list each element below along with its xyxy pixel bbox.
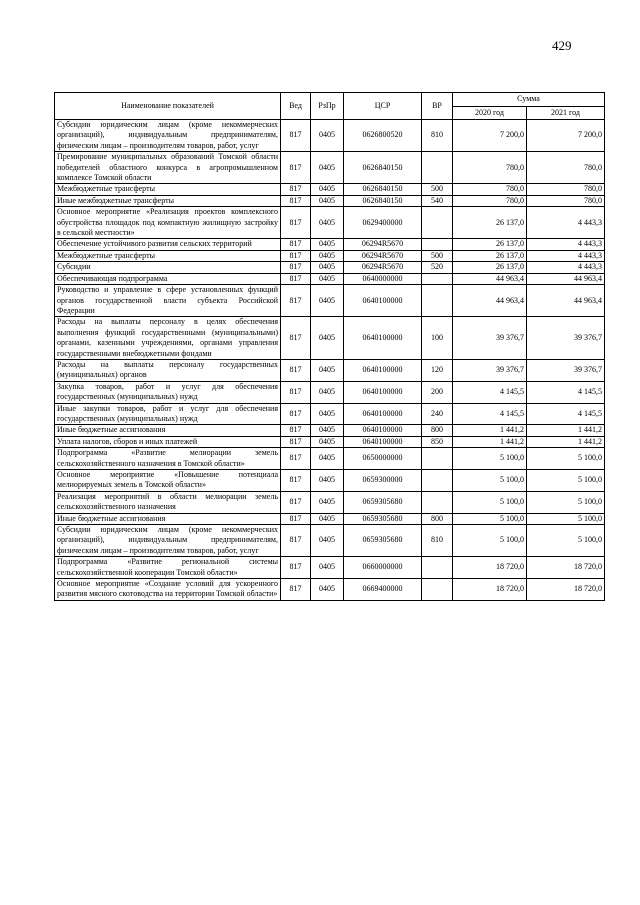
row-sum-2021: 4 443,3 (527, 250, 605, 261)
row-csr: 0629400000 (344, 207, 422, 239)
table-row (55, 207, 605, 239)
row-vr: 240 (422, 403, 453, 425)
row-rzpr: 0405 (311, 262, 344, 273)
header-name: Наименование показателей (55, 93, 281, 120)
row-name: Иные бюджетные ассигнования (55, 513, 281, 524)
row-name: Закупка товаров, работ и услуг для обеспечения государственных (муниципальных) нужд (55, 381, 281, 403)
row-name: Обеспечивающая подпрограмма (55, 273, 281, 284)
row-sum-2021: 5 100,0 (527, 491, 605, 513)
row-vr (422, 491, 453, 513)
row-sum-2020: 18 720,0 (453, 557, 527, 579)
row-csr: 0640100000 (344, 425, 422, 436)
row-rzpr: 0405 (311, 381, 344, 403)
row-rzpr: 0405 (311, 120, 344, 152)
row-csr: 0669400000 (344, 579, 422, 601)
row-rzpr: 0405 (311, 470, 344, 492)
row-vr (422, 239, 453, 250)
row-csr: 0626840150 (344, 152, 422, 184)
row-ved: 817 (281, 120, 311, 152)
row-rzpr: 0405 (311, 250, 344, 261)
row-rzpr: 0405 (311, 184, 344, 195)
row-vr: 120 (422, 359, 453, 381)
table-row (55, 513, 605, 524)
row-sum-2021: 5 100,0 (527, 448, 605, 470)
row-name: Основное мероприятие «Создание условий для ускоренного развития мясного скотоводства на территории Томской области» (55, 579, 281, 601)
row-sum-2020: 780,0 (453, 195, 527, 206)
budget-table (54, 92, 605, 601)
row-csr: 0626840150 (344, 184, 422, 195)
row-rzpr: 0405 (311, 425, 344, 436)
row-sum-2021: 4 145,5 (527, 381, 605, 403)
row-ved: 817 (281, 152, 311, 184)
row-csr: 06294R5670 (344, 250, 422, 261)
row-sum-2020: 5 100,0 (453, 448, 527, 470)
row-name: Подпрограмма «Развитие региональной системы сельскохозяйственной кооперации Томской области» (55, 557, 281, 579)
header-csr: ЦСР (344, 93, 422, 120)
table-row (55, 184, 605, 195)
table-row (55, 381, 605, 403)
row-sum-2021: 5 100,0 (527, 513, 605, 524)
row-ved: 817 (281, 491, 311, 513)
row-ved: 817 (281, 239, 311, 250)
row-sum-2020: 26 137,0 (453, 239, 527, 250)
row-csr: 0659305680 (344, 525, 422, 557)
table-row (55, 317, 605, 360)
row-sum-2020: 7 200,0 (453, 120, 527, 152)
row-csr: 0640100000 (344, 403, 422, 425)
table-row (55, 359, 605, 381)
row-sum-2021: 18 720,0 (527, 579, 605, 601)
row-rzpr: 0405 (311, 491, 344, 513)
row-csr: 0659305680 (344, 491, 422, 513)
row-vr: 850 (422, 436, 453, 447)
row-rzpr: 0405 (311, 273, 344, 284)
table-row (55, 579, 605, 601)
row-ved: 817 (281, 557, 311, 579)
row-vr (422, 448, 453, 470)
row-sum-2021: 5 100,0 (527, 525, 605, 557)
row-sum-2020: 26 137,0 (453, 262, 527, 273)
row-sum-2021: 44 963,4 (527, 273, 605, 284)
row-vr: 500 (422, 250, 453, 261)
row-sum-2020: 5 100,0 (453, 491, 527, 513)
row-ved: 817 (281, 184, 311, 195)
row-name: Субсидии юридическим лицам (кроме некоммерческих организаций), индивидуальным предпринимателям, физическим лицам – производителям товаров, работ, услуг (55, 120, 281, 152)
table-row (55, 250, 605, 261)
row-sum-2020: 780,0 (453, 152, 527, 184)
row-name: Иные закупки товаров, работ и услуг для обеспечения государственных (муниципальных) нужд (55, 403, 281, 425)
row-ved: 817 (281, 250, 311, 261)
row-vr: 520 (422, 262, 453, 273)
row-sum-2020: 4 145,5 (453, 381, 527, 403)
table-row (55, 470, 605, 492)
row-csr: 0650000000 (344, 448, 422, 470)
table-body (55, 120, 605, 601)
row-vr: 810 (422, 120, 453, 152)
row-name: Расходы на выплаты персоналу государственных (муниципальных) органов (55, 359, 281, 381)
row-sum-2021: 44 963,4 (527, 285, 605, 317)
row-name: Иные межбюджетные трансферты (55, 195, 281, 206)
row-sum-2021: 4 443,3 (527, 239, 605, 250)
row-vr: 810 (422, 525, 453, 557)
row-ved: 817 (281, 285, 311, 317)
row-vr (422, 152, 453, 184)
row-csr: 0640100000 (344, 317, 422, 360)
row-vr (422, 273, 453, 284)
header-sum: Сумма (453, 93, 605, 107)
row-ved: 817 (281, 403, 311, 425)
row-sum-2021: 780,0 (527, 195, 605, 206)
header-vr: ВР (422, 93, 453, 120)
row-csr: 0659305680 (344, 513, 422, 524)
row-name: Субсидии (55, 262, 281, 273)
row-ved: 817 (281, 262, 311, 273)
row-ved: 817 (281, 207, 311, 239)
row-csr: 0660000000 (344, 557, 422, 579)
row-sum-2021: 1 441,2 (527, 436, 605, 447)
row-sum-2020: 4 145,5 (453, 403, 527, 425)
table-row (55, 285, 605, 317)
row-sum-2021: 18 720,0 (527, 557, 605, 579)
table-row (55, 448, 605, 470)
table-row (55, 262, 605, 273)
table-row (55, 557, 605, 579)
table-row (55, 525, 605, 557)
table-header (55, 93, 605, 120)
row-name: Премирование муниципальных образований Томской области победителей областного конкурса в агропромышленном комплексе Томской области (55, 152, 281, 184)
row-csr: 06294R5670 (344, 262, 422, 273)
row-csr: 0640100000 (344, 285, 422, 317)
row-vr (422, 579, 453, 601)
row-rzpr: 0405 (311, 317, 344, 360)
table-row (55, 491, 605, 513)
row-sum-2021: 780,0 (527, 152, 605, 184)
row-rzpr: 0405 (311, 239, 344, 250)
row-csr: 0640000000 (344, 273, 422, 284)
row-ved: 817 (281, 525, 311, 557)
table-row (55, 195, 605, 206)
row-rzpr: 0405 (311, 579, 344, 601)
row-vr (422, 557, 453, 579)
table-row (55, 273, 605, 284)
row-vr: 200 (422, 381, 453, 403)
row-rzpr: 0405 (311, 436, 344, 447)
row-sum-2020: 780,0 (453, 184, 527, 195)
header-ved: Вед (281, 93, 311, 120)
table-row (55, 152, 605, 184)
row-rzpr: 0405 (311, 557, 344, 579)
row-sum-2021: 780,0 (527, 184, 605, 195)
row-csr: 0640100000 (344, 359, 422, 381)
row-rzpr: 0405 (311, 513, 344, 524)
row-name: Иные бюджетные ассигнования (55, 425, 281, 436)
table-row (55, 425, 605, 436)
row-name: Подпрограмма «Развитие мелиорации земель сельскохозяйственного назначения в Томской области» (55, 448, 281, 470)
row-ved: 817 (281, 470, 311, 492)
row-csr: 06294R5670 (344, 239, 422, 250)
row-sum-2021: 39 376,7 (527, 359, 605, 381)
row-name: Межбюджетные трансферты (55, 184, 281, 195)
row-sum-2021: 7 200,0 (527, 120, 605, 152)
row-name: Обеспечение устойчивого развития сельских территорий (55, 239, 281, 250)
row-name: Основное мероприятие «Реализация проектов комплексного обустройства площадок под компактную жилищную застройку в сельской местности» (55, 207, 281, 239)
row-ved: 817 (281, 317, 311, 360)
row-ved: 817 (281, 579, 311, 601)
row-sum-2020: 1 441,2 (453, 436, 527, 447)
row-name: Уплата налогов, сборов и иных платежей (55, 436, 281, 447)
row-sum-2020: 18 720,0 (453, 579, 527, 601)
row-sum-2021: 4 443,3 (527, 207, 605, 239)
row-rzpr: 0405 (311, 152, 344, 184)
table-row (55, 239, 605, 250)
row-vr: 540 (422, 195, 453, 206)
row-rzpr: 0405 (311, 285, 344, 317)
row-rzpr: 0405 (311, 403, 344, 425)
header-rzpr: РзПр (311, 93, 344, 120)
row-ved: 817 (281, 436, 311, 447)
table-row (55, 120, 605, 152)
row-sum-2020: 39 376,7 (453, 359, 527, 381)
row-rzpr: 0405 (311, 525, 344, 557)
header-year-2020: 2020 год (453, 106, 527, 120)
row-name: Межбюджетные трансферты (55, 250, 281, 261)
row-sum-2020: 26 137,0 (453, 250, 527, 261)
row-sum-2021: 1 441,2 (527, 425, 605, 436)
row-ved: 817 (281, 273, 311, 284)
row-name: Субсидии юридическим лицам (кроме некоммерческих организаций), индивидуальным предпринимателям, физическим лицам – производителям товаров, работ, услуг (55, 525, 281, 557)
row-rzpr: 0405 (311, 195, 344, 206)
table-row (55, 403, 605, 425)
row-name: Основное мероприятие «Повышение потенциала мелиорируемых земель в Томской области» (55, 470, 281, 492)
row-sum-2020: 26 137,0 (453, 207, 527, 239)
row-sum-2020: 1 441,2 (453, 425, 527, 436)
header-year-2021: 2021 год (527, 106, 605, 120)
row-sum-2020: 5 100,0 (453, 525, 527, 557)
row-vr: 500 (422, 184, 453, 195)
row-rzpr: 0405 (311, 448, 344, 470)
row-sum-2021: 4 145,5 (527, 403, 605, 425)
row-ved: 817 (281, 195, 311, 206)
row-sum-2021: 5 100,0 (527, 470, 605, 492)
row-csr: 0626840150 (344, 195, 422, 206)
row-ved: 817 (281, 448, 311, 470)
row-ved: 817 (281, 425, 311, 436)
row-csr: 0640100000 (344, 381, 422, 403)
row-ved: 817 (281, 513, 311, 524)
row-ved: 817 (281, 381, 311, 403)
row-vr: 800 (422, 425, 453, 436)
row-sum-2021: 39 376,7 (527, 317, 605, 360)
row-ved: 817 (281, 359, 311, 381)
row-rzpr: 0405 (311, 359, 344, 381)
row-name: Руководство и управление в сфере установленных функций органов государственной власти субъекта Российской Федерации (55, 285, 281, 317)
row-name: Реализация мероприятий в области мелиорации земель сельскохозяйственного назначения (55, 491, 281, 513)
row-sum-2020: 44 963,4 (453, 273, 527, 284)
row-vr (422, 470, 453, 492)
row-csr: 0659300000 (344, 470, 422, 492)
row-csr: 0640100000 (344, 436, 422, 447)
row-sum-2021: 4 443,3 (527, 262, 605, 273)
row-vr: 800 (422, 513, 453, 524)
header-row (55, 93, 605, 107)
page-number: 429 (552, 38, 572, 53)
table-row (55, 436, 605, 447)
row-vr (422, 207, 453, 239)
row-csr: 0626800520 (344, 120, 422, 152)
row-sum-2020: 5 100,0 (453, 470, 527, 492)
row-sum-2020: 5 100,0 (453, 513, 527, 524)
row-vr (422, 285, 453, 317)
row-vr: 100 (422, 317, 453, 360)
row-rzpr: 0405 (311, 207, 344, 239)
row-sum-2020: 44 963,4 (453, 285, 527, 317)
row-sum-2020: 39 376,7 (453, 317, 527, 360)
row-name: Расходы на выплаты персоналу в целях обеспечения выполнения функций государственными (муниципальными) органами, казенными учреждениями, органами управления государственными внебюджетными фондами (55, 317, 281, 360)
